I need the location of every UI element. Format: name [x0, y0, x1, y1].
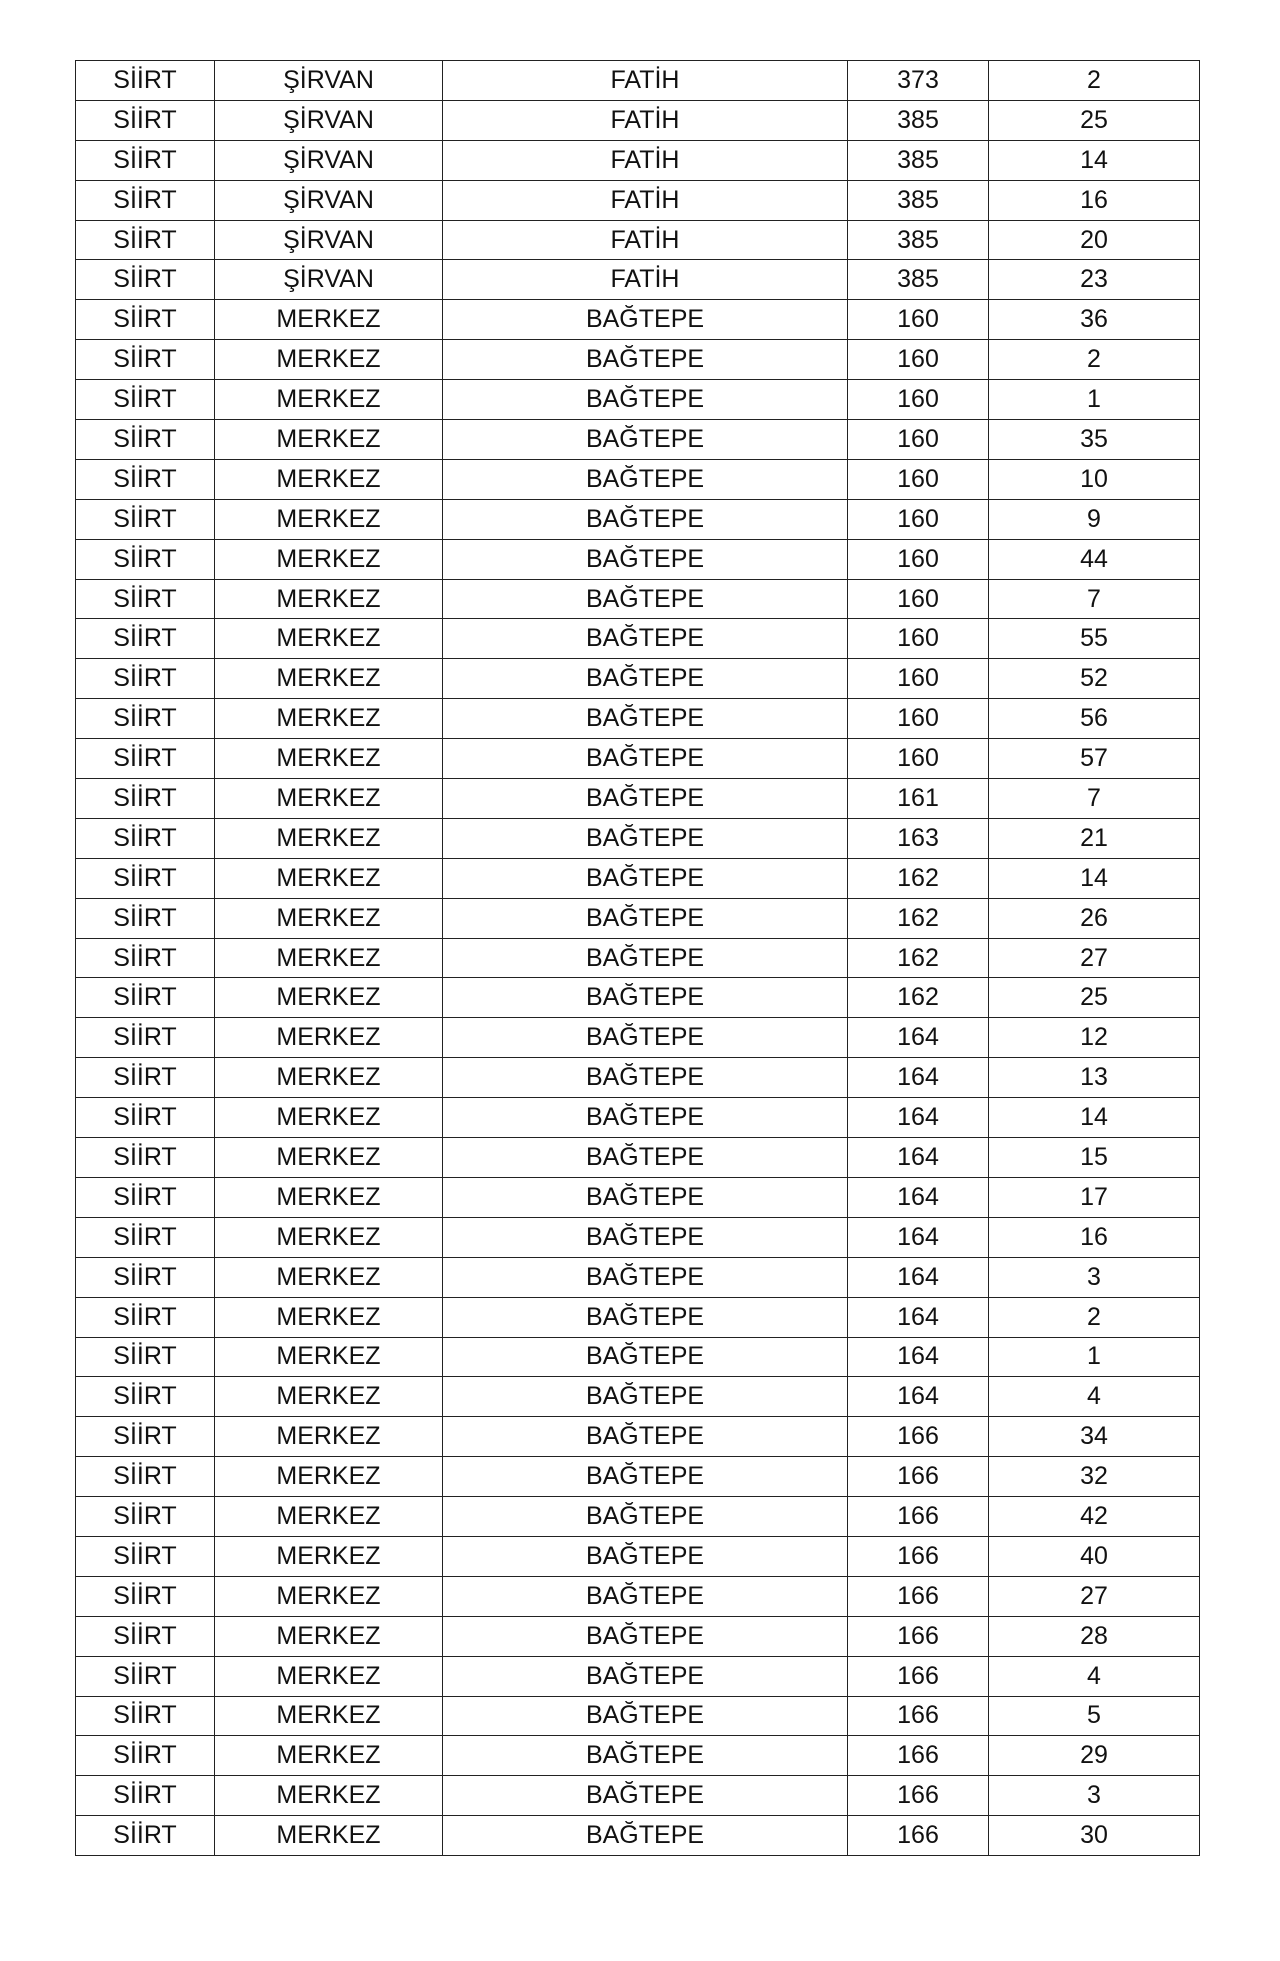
- table-row: [76, 699, 1200, 739]
- block-number-cell: 160: [848, 619, 989, 659]
- table-row: [76, 619, 1200, 659]
- neighborhood-cell: BAĞTEPE: [443, 1377, 848, 1417]
- block-number-cell: 385: [848, 260, 989, 300]
- neighborhood-cell: BAĞTEPE: [443, 1138, 848, 1178]
- district-cell: ŞİRVAN: [215, 260, 443, 300]
- table-row: [76, 1177, 1200, 1217]
- block-number-cell: 164: [848, 1098, 989, 1138]
- block-number-cell: 160: [848, 579, 989, 619]
- parcel-table-body: [76, 61, 1200, 1856]
- table-row: [76, 1297, 1200, 1337]
- province-cell: SİİRT: [76, 180, 215, 220]
- province-cell: SİİRT: [76, 1098, 215, 1138]
- table-row: [76, 1098, 1200, 1138]
- table-row: [76, 1736, 1200, 1776]
- district-cell: MERKEZ: [215, 1536, 443, 1576]
- province-cell: SİİRT: [76, 380, 215, 420]
- table-row: [76, 340, 1200, 380]
- neighborhood-cell: BAĞTEPE: [443, 1696, 848, 1736]
- province-cell: SİİRT: [76, 1497, 215, 1537]
- district-cell: ŞİRVAN: [215, 61, 443, 101]
- district-cell: MERKEZ: [215, 1337, 443, 1377]
- district-cell: MERKEZ: [215, 1058, 443, 1098]
- parcel-number-cell: 4: [989, 1377, 1200, 1417]
- parcel-number-cell: 1: [989, 1337, 1200, 1377]
- parcel-number-cell: 13: [989, 1058, 1200, 1098]
- district-cell: MERKEZ: [215, 739, 443, 779]
- parcel-number-cell: 35: [989, 420, 1200, 460]
- block-number-cell: 164: [848, 1337, 989, 1377]
- neighborhood-cell: BAĞTEPE: [443, 459, 848, 499]
- neighborhood-cell: BAĞTEPE: [443, 1576, 848, 1616]
- table-row: [76, 1696, 1200, 1736]
- neighborhood-cell: FATİH: [443, 140, 848, 180]
- district-cell: MERKEZ: [215, 1457, 443, 1497]
- parcel-number-cell: 44: [989, 539, 1200, 579]
- table-row: [76, 140, 1200, 180]
- neighborhood-cell: FATİH: [443, 100, 848, 140]
- parcel-number-cell: 2: [989, 61, 1200, 101]
- block-number-cell: 164: [848, 1257, 989, 1297]
- block-number-cell: 162: [848, 978, 989, 1018]
- neighborhood-cell: BAĞTEPE: [443, 420, 848, 460]
- province-cell: SİİRT: [76, 340, 215, 380]
- neighborhood-cell: BAĞTEPE: [443, 1656, 848, 1696]
- district-cell: MERKEZ: [215, 499, 443, 539]
- province-cell: SİİRT: [76, 1616, 215, 1656]
- table-row: [76, 1497, 1200, 1537]
- province-cell: SİİRT: [76, 1058, 215, 1098]
- neighborhood-cell: BAĞTEPE: [443, 300, 848, 340]
- province-cell: SİİRT: [76, 1018, 215, 1058]
- parcel-number-cell: 34: [989, 1417, 1200, 1457]
- table-row: [76, 220, 1200, 260]
- block-number-cell: 164: [848, 1297, 989, 1337]
- district-cell: MERKEZ: [215, 1776, 443, 1816]
- table-row: [76, 898, 1200, 938]
- province-cell: SİİRT: [76, 499, 215, 539]
- parcel-number-cell: 27: [989, 938, 1200, 978]
- province-cell: SİİRT: [76, 1776, 215, 1816]
- neighborhood-cell: BAĞTEPE: [443, 1177, 848, 1217]
- parcel-number-cell: 36: [989, 300, 1200, 340]
- parcel-number-cell: 15: [989, 1138, 1200, 1178]
- table-row: [76, 100, 1200, 140]
- parcel-number-cell: 14: [989, 1098, 1200, 1138]
- block-number-cell: 385: [848, 140, 989, 180]
- parcel-number-cell: 14: [989, 140, 1200, 180]
- district-cell: MERKEZ: [215, 1576, 443, 1616]
- block-number-cell: 160: [848, 539, 989, 579]
- province-cell: SİİRT: [76, 1257, 215, 1297]
- district-cell: MERKEZ: [215, 420, 443, 460]
- province-cell: SİİRT: [76, 1217, 215, 1257]
- table-row: [76, 1816, 1200, 1856]
- block-number-cell: 385: [848, 100, 989, 140]
- district-cell: MERKEZ: [215, 1018, 443, 1058]
- block-number-cell: 166: [848, 1457, 989, 1497]
- block-number-cell: 166: [848, 1576, 989, 1616]
- neighborhood-cell: BAĞTEPE: [443, 1018, 848, 1058]
- table-row: [76, 1018, 1200, 1058]
- neighborhood-cell: BAĞTEPE: [443, 340, 848, 380]
- province-cell: SİİRT: [76, 1297, 215, 1337]
- block-number-cell: 166: [848, 1616, 989, 1656]
- parcel-number-cell: 25: [989, 978, 1200, 1018]
- table-row: [76, 1776, 1200, 1816]
- province-cell: SİİRT: [76, 1816, 215, 1856]
- block-number-cell: 166: [848, 1816, 989, 1856]
- district-cell: MERKEZ: [215, 699, 443, 739]
- province-cell: SİİRT: [76, 300, 215, 340]
- block-number-cell: 166: [848, 1656, 989, 1696]
- province-cell: SİİRT: [76, 1736, 215, 1776]
- parcel-number-cell: 9: [989, 499, 1200, 539]
- parcel-number-cell: 57: [989, 739, 1200, 779]
- district-cell: MERKEZ: [215, 340, 443, 380]
- table-row: [76, 1457, 1200, 1497]
- parcel-number-cell: 28: [989, 1616, 1200, 1656]
- neighborhood-cell: BAĞTEPE: [443, 1776, 848, 1816]
- district-cell: ŞİRVAN: [215, 180, 443, 220]
- block-number-cell: 160: [848, 420, 989, 460]
- district-cell: MERKEZ: [215, 1656, 443, 1696]
- table-row: [76, 1377, 1200, 1417]
- table-row: [76, 499, 1200, 539]
- province-cell: SİİRT: [76, 539, 215, 579]
- province-cell: SİİRT: [76, 1536, 215, 1576]
- neighborhood-cell: FATİH: [443, 180, 848, 220]
- district-cell: MERKEZ: [215, 579, 443, 619]
- district-cell: MERKEZ: [215, 1816, 443, 1856]
- province-cell: SİİRT: [76, 858, 215, 898]
- district-cell: MERKEZ: [215, 1297, 443, 1337]
- block-number-cell: 166: [848, 1696, 989, 1736]
- table-row: [76, 1138, 1200, 1178]
- neighborhood-cell: BAĞTEPE: [443, 1616, 848, 1656]
- block-number-cell: 166: [848, 1417, 989, 1457]
- parcel-number-cell: 27: [989, 1576, 1200, 1616]
- neighborhood-cell: FATİH: [443, 61, 848, 101]
- table-row: [76, 779, 1200, 819]
- province-cell: SİİRT: [76, 1377, 215, 1417]
- table-row: [76, 1257, 1200, 1297]
- province-cell: SİİRT: [76, 1696, 215, 1736]
- block-number-cell: 161: [848, 779, 989, 819]
- table-row: [76, 300, 1200, 340]
- table-row: [76, 1058, 1200, 1098]
- neighborhood-cell: BAĞTEPE: [443, 858, 848, 898]
- district-cell: MERKEZ: [215, 1736, 443, 1776]
- table-row: [76, 380, 1200, 420]
- province-cell: SİİRT: [76, 938, 215, 978]
- province-cell: SİİRT: [76, 619, 215, 659]
- province-cell: SİİRT: [76, 420, 215, 460]
- neighborhood-cell: BAĞTEPE: [443, 1098, 848, 1138]
- parcel-number-cell: 12: [989, 1018, 1200, 1058]
- province-cell: SİİRT: [76, 220, 215, 260]
- province-cell: SİİRT: [76, 579, 215, 619]
- parcel-number-cell: 30: [989, 1816, 1200, 1856]
- block-number-cell: 385: [848, 220, 989, 260]
- block-number-cell: 373: [848, 61, 989, 101]
- neighborhood-cell: BAĞTEPE: [443, 659, 848, 699]
- table-row: [76, 858, 1200, 898]
- province-cell: SİİRT: [76, 1177, 215, 1217]
- table-row: [76, 1616, 1200, 1656]
- block-number-cell: 160: [848, 659, 989, 699]
- block-number-cell: 160: [848, 459, 989, 499]
- neighborhood-cell: BAĞTEPE: [443, 1816, 848, 1856]
- parcel-number-cell: 7: [989, 579, 1200, 619]
- table-row: [76, 1417, 1200, 1457]
- table-row: [76, 818, 1200, 858]
- neighborhood-cell: BAĞTEPE: [443, 499, 848, 539]
- block-number-cell: 166: [848, 1497, 989, 1537]
- parcel-number-cell: 7: [989, 779, 1200, 819]
- parcel-number-cell: 55: [989, 619, 1200, 659]
- district-cell: MERKEZ: [215, 938, 443, 978]
- neighborhood-cell: BAĞTEPE: [443, 818, 848, 858]
- province-cell: SİİRT: [76, 1457, 215, 1497]
- parcel-number-cell: 52: [989, 659, 1200, 699]
- table-row: [76, 739, 1200, 779]
- neighborhood-cell: BAĞTEPE: [443, 619, 848, 659]
- parcel-number-cell: 1: [989, 380, 1200, 420]
- district-cell: MERKEZ: [215, 1138, 443, 1178]
- parcel-number-cell: 4: [989, 1656, 1200, 1696]
- province-cell: SİİRT: [76, 898, 215, 938]
- block-number-cell: 163: [848, 818, 989, 858]
- neighborhood-cell: BAĞTEPE: [443, 779, 848, 819]
- neighborhood-cell: BAĞTEPE: [443, 539, 848, 579]
- block-number-cell: 160: [848, 699, 989, 739]
- district-cell: MERKEZ: [215, 1217, 443, 1257]
- neighborhood-cell: BAĞTEPE: [443, 1337, 848, 1377]
- neighborhood-cell: BAĞTEPE: [443, 739, 848, 779]
- province-cell: SİİRT: [76, 260, 215, 300]
- table-row: [76, 659, 1200, 699]
- block-number-cell: 160: [848, 300, 989, 340]
- province-cell: SİİRT: [76, 100, 215, 140]
- neighborhood-cell: BAĞTEPE: [443, 938, 848, 978]
- neighborhood-cell: BAĞTEPE: [443, 1217, 848, 1257]
- district-cell: ŞİRVAN: [215, 100, 443, 140]
- parcel-number-cell: 42: [989, 1497, 1200, 1537]
- neighborhood-cell: BAĞTEPE: [443, 1297, 848, 1337]
- parcel-number-cell: 3: [989, 1257, 1200, 1297]
- district-cell: ŞİRVAN: [215, 140, 443, 180]
- province-cell: SİİRT: [76, 1417, 215, 1457]
- province-cell: SİİRT: [76, 699, 215, 739]
- parcel-number-cell: 23: [989, 260, 1200, 300]
- table-row: [76, 579, 1200, 619]
- block-number-cell: 164: [848, 1377, 989, 1417]
- district-cell: MERKEZ: [215, 1177, 443, 1217]
- block-number-cell: 160: [848, 739, 989, 779]
- block-number-cell: 385: [848, 180, 989, 220]
- neighborhood-cell: BAĞTEPE: [443, 579, 848, 619]
- parcel-number-cell: 21: [989, 818, 1200, 858]
- parcel-number-cell: 20: [989, 220, 1200, 260]
- parcel-number-cell: 29: [989, 1736, 1200, 1776]
- district-cell: MERKEZ: [215, 619, 443, 659]
- district-cell: MERKEZ: [215, 779, 443, 819]
- parcel-number-cell: 2: [989, 1297, 1200, 1337]
- block-number-cell: 160: [848, 380, 989, 420]
- table-row: [76, 459, 1200, 499]
- district-cell: MERKEZ: [215, 380, 443, 420]
- district-cell: MERKEZ: [215, 1098, 443, 1138]
- neighborhood-cell: BAĞTEPE: [443, 699, 848, 739]
- block-number-cell: 160: [848, 499, 989, 539]
- district-cell: MERKEZ: [215, 659, 443, 699]
- table-row: [76, 180, 1200, 220]
- table-row: [76, 1217, 1200, 1257]
- table-row: [76, 1576, 1200, 1616]
- district-cell: MERKEZ: [215, 459, 443, 499]
- neighborhood-cell: BAĞTEPE: [443, 1736, 848, 1776]
- block-number-cell: 164: [848, 1018, 989, 1058]
- district-cell: MERKEZ: [215, 818, 443, 858]
- neighborhood-cell: BAĞTEPE: [443, 898, 848, 938]
- district-cell: MERKEZ: [215, 539, 443, 579]
- district-cell: MERKEZ: [215, 1696, 443, 1736]
- district-cell: MERKEZ: [215, 1497, 443, 1537]
- table-row: [76, 938, 1200, 978]
- province-cell: SİİRT: [76, 1138, 215, 1178]
- block-number-cell: 166: [848, 1776, 989, 1816]
- block-number-cell: 164: [848, 1138, 989, 1178]
- block-number-cell: 164: [848, 1217, 989, 1257]
- neighborhood-cell: FATİH: [443, 260, 848, 300]
- district-cell: MERKEZ: [215, 300, 443, 340]
- parcel-number-cell: 3: [989, 1776, 1200, 1816]
- parcel-number-cell: 17: [989, 1177, 1200, 1217]
- district-cell: MERKEZ: [215, 978, 443, 1018]
- table-row: [76, 1536, 1200, 1576]
- province-cell: SİİRT: [76, 779, 215, 819]
- neighborhood-cell: BAĞTEPE: [443, 1058, 848, 1098]
- block-number-cell: 160: [848, 340, 989, 380]
- province-cell: SİİRT: [76, 818, 215, 858]
- parcel-number-cell: 56: [989, 699, 1200, 739]
- table-row: [76, 978, 1200, 1018]
- province-cell: SİİRT: [76, 61, 215, 101]
- block-number-cell: 162: [848, 858, 989, 898]
- table-row: [76, 61, 1200, 101]
- province-cell: SİİRT: [76, 1337, 215, 1377]
- table-row: [76, 1337, 1200, 1377]
- parcel-number-cell: 2: [989, 340, 1200, 380]
- neighborhood-cell: BAĞTEPE: [443, 1257, 848, 1297]
- neighborhood-cell: BAĞTEPE: [443, 1536, 848, 1576]
- neighborhood-cell: FATİH: [443, 220, 848, 260]
- table-row: [76, 420, 1200, 460]
- block-number-cell: 166: [848, 1536, 989, 1576]
- province-cell: SİİRT: [76, 739, 215, 779]
- neighborhood-cell: BAĞTEPE: [443, 978, 848, 1018]
- province-cell: SİİRT: [76, 140, 215, 180]
- parcel-number-cell: 40: [989, 1536, 1200, 1576]
- district-cell: MERKEZ: [215, 858, 443, 898]
- block-number-cell: 164: [848, 1058, 989, 1098]
- parcel-number-cell: 25: [989, 100, 1200, 140]
- district-cell: MERKEZ: [215, 1377, 443, 1417]
- district-cell: MERKEZ: [215, 1257, 443, 1297]
- district-cell: MERKEZ: [215, 1417, 443, 1457]
- province-cell: SİİRT: [76, 978, 215, 1018]
- table-row: [76, 1656, 1200, 1696]
- parcel-number-cell: 10: [989, 459, 1200, 499]
- neighborhood-cell: BAĞTEPE: [443, 1457, 848, 1497]
- district-cell: MERKEZ: [215, 898, 443, 938]
- parcel-table: [75, 60, 1200, 1856]
- neighborhood-cell: BAĞTEPE: [443, 380, 848, 420]
- block-number-cell: 166: [848, 1736, 989, 1776]
- parcel-number-cell: 16: [989, 1217, 1200, 1257]
- table-row: [76, 260, 1200, 300]
- block-number-cell: 162: [848, 938, 989, 978]
- parcel-number-cell: 5: [989, 1696, 1200, 1736]
- parcel-number-cell: 26: [989, 898, 1200, 938]
- neighborhood-cell: BAĞTEPE: [443, 1497, 848, 1537]
- neighborhood-cell: BAĞTEPE: [443, 1417, 848, 1457]
- block-number-cell: 162: [848, 898, 989, 938]
- parcel-number-cell: 32: [989, 1457, 1200, 1497]
- parcel-number-cell: 16: [989, 180, 1200, 220]
- province-cell: SİİRT: [76, 459, 215, 499]
- block-number-cell: 164: [848, 1177, 989, 1217]
- district-cell: ŞİRVAN: [215, 220, 443, 260]
- province-cell: SİİRT: [76, 659, 215, 699]
- table-row: [76, 539, 1200, 579]
- province-cell: SİİRT: [76, 1656, 215, 1696]
- province-cell: SİİRT: [76, 1576, 215, 1616]
- district-cell: MERKEZ: [215, 1616, 443, 1656]
- parcel-number-cell: 14: [989, 858, 1200, 898]
